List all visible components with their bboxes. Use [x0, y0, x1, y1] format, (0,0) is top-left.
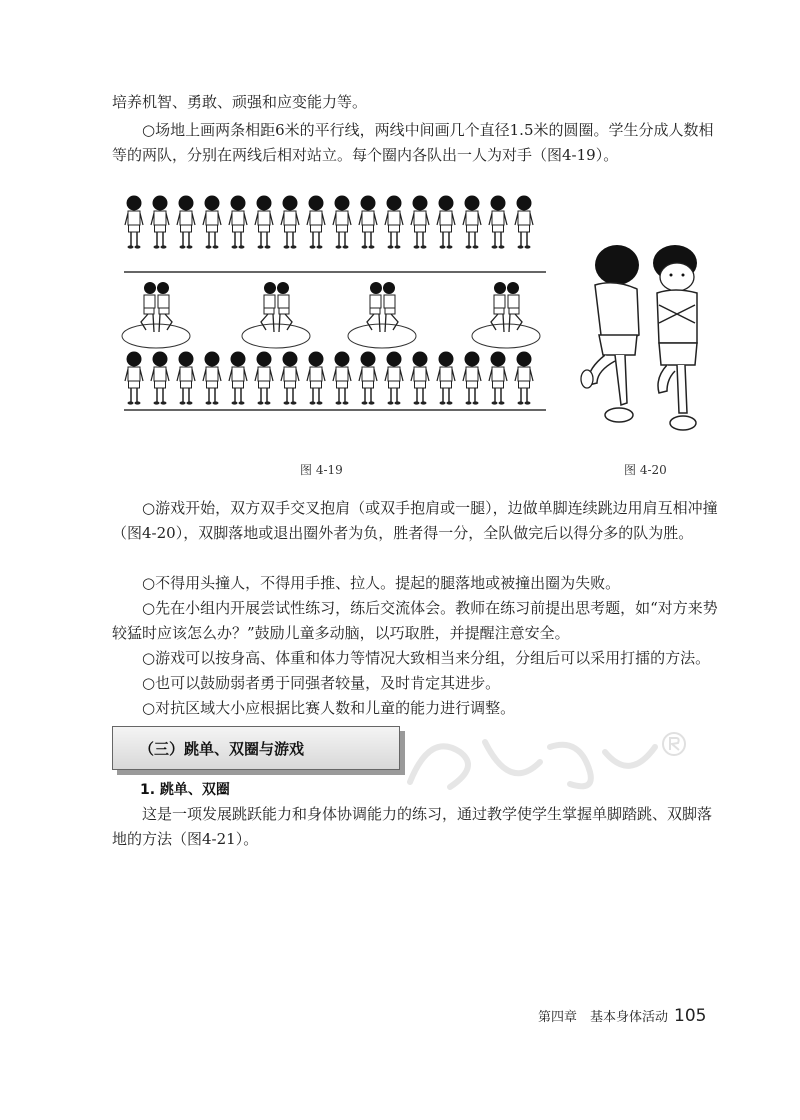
section-heading-box	[112, 726, 400, 770]
paragraph-setup: ○场地上画两条相距6米的平行线，两线中间画几个直径1.5米的圆圈。学生分成人数相等的两队，分别在两线后相对站立。每个圈内各队出一人为对手（图4-19）。	[112, 121, 714, 164]
paragraph-intro: 培养机智、勇敢、顽强和应变能力等。	[112, 93, 368, 111]
top-team-row	[125, 196, 533, 249]
footer-chapter: 第四章 基本身体活动	[538, 1010, 669, 1025]
paragraph-practice: ○先在小组内开展尝试性练习，练后交流体会。教师在练习前提出思考题，如“对方来势较猛时应该怎么办？”鼓励儿童多动脑，以巧取胜，并提醒注意安全。	[112, 599, 718, 642]
paragraph-subsection: 这是一项发展跳跃能力和身体协调能力的练习，通过教学使学生掌握单脚踏跳、双脚落地的方法（图4-21）。	[112, 805, 713, 848]
paragraph-game-start: ○游戏开始，双方双手交叉抱肩（或双手抱肩或一腿），边做单脚连续跳边用肩互相冲撞（图4-20），双脚落地或退出圈外者为负，胜者得一分，全队做完后以得分多的队为胜。	[112, 499, 718, 542]
section-title: （三）跳单、双圈与游戏	[139, 740, 305, 758]
paragraph-area: ○对抗区域大小应根据比赛人数和儿童的能力进行调整。	[142, 699, 516, 717]
figure-4-19-caption: 图 4-19	[300, 463, 343, 477]
bottom-team-row	[125, 352, 533, 405]
page-number: 105	[674, 1006, 707, 1026]
paragraph-grouping: ○游戏可以按身高、体重和体力等情况大致相当来分组，分组后可以采用打擂的方法。	[142, 649, 711, 667]
hopping-circles	[122, 282, 540, 348]
page-footer	[538, 1006, 706, 1026]
paragraph-rules: ○不得用头撞人，不得用手推、拉人。提起的腿落地或被撞出圈为失败。	[142, 574, 621, 592]
publisher-watermark	[390, 722, 690, 802]
paragraph-encourage: ○也可以鼓励弱者勇于同强者较量，及时肯定其进步。	[142, 674, 501, 692]
subsection-title: 1. 跳单、双圈	[140, 782, 230, 798]
figure-4-20-caption: 图 4-20	[624, 463, 667, 477]
figure-4-20-illustration	[581, 245, 697, 430]
figure-4-19-illustration	[120, 188, 720, 478]
